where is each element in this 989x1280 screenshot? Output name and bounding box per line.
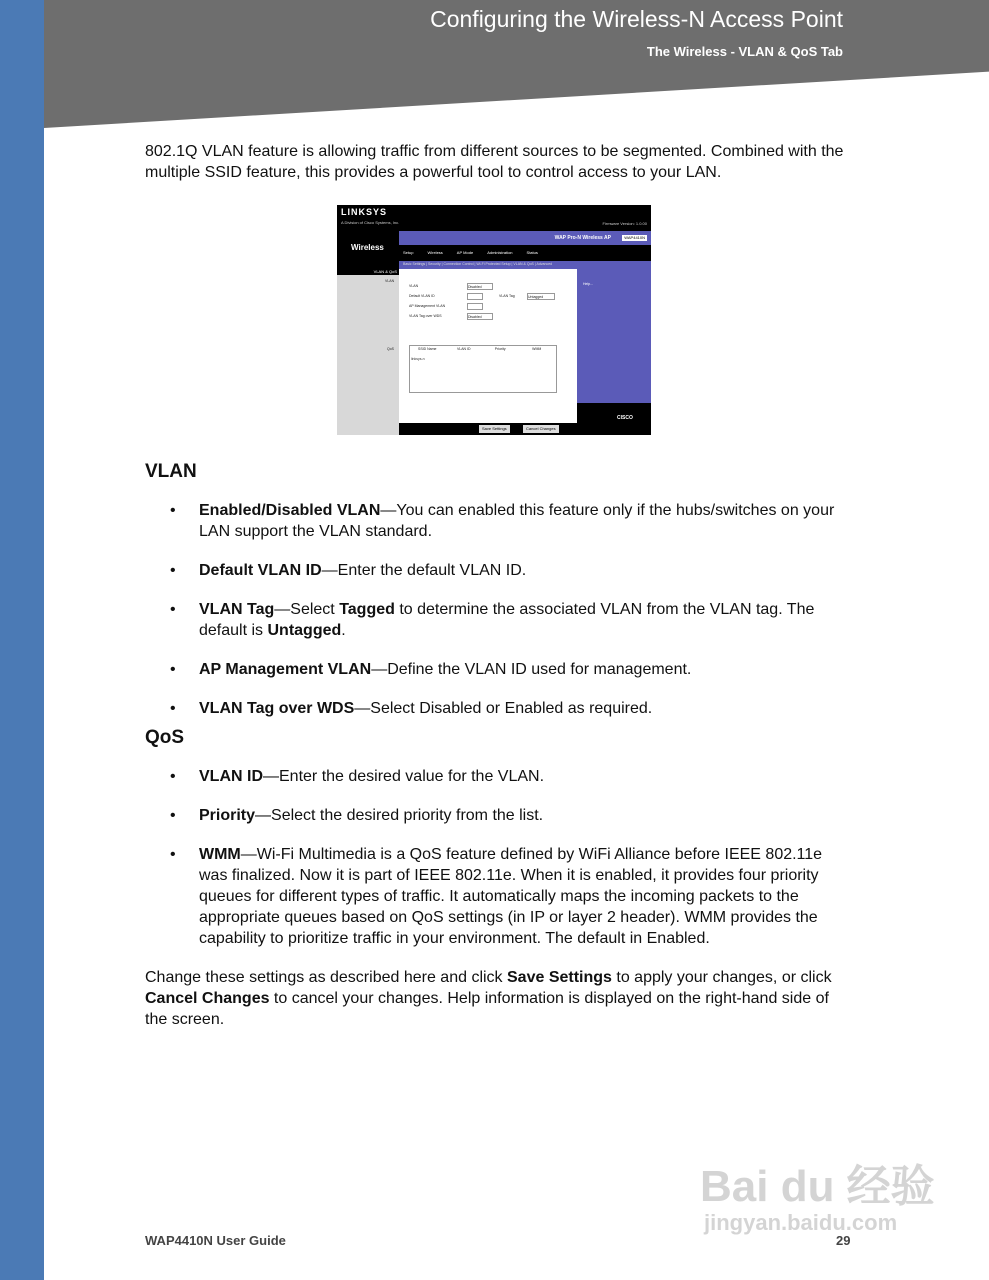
tab-setup: Setup	[403, 250, 414, 255]
vlan-list	[145, 500, 845, 719]
tab-status: Status	[526, 250, 538, 255]
closing-text: to apply your changes, or click	[611, 969, 832, 986]
shot-left-qos: QoS	[387, 347, 395, 351]
closing-text: to cancel your changes. Help information is displayed on the right-hand side of the screen.	[145, 990, 829, 1028]
shot-qos-header	[409, 346, 555, 352]
footer-guide-name: WAP4410N User Guide	[145, 1233, 286, 1248]
list-item	[145, 560, 845, 581]
page-content	[145, 141, 845, 1030]
qos-list	[145, 766, 845, 949]
baidu-watermark: Bai du 经验	[700, 1162, 935, 1211]
shot-help-link: Help...	[583, 282, 594, 286]
section-title: The Wireless - VLAN & QoS Tab	[646, 44, 843, 59]
shot-tabs	[403, 250, 651, 257]
shot-left-panel	[337, 269, 399, 435]
shot-wds-select: Disabled	[467, 313, 493, 320]
shot-vlan-tag-label: VLAN Tag	[499, 294, 515, 298]
linksys-logo: LINKSYS	[341, 207, 388, 217]
product-name: WAP Pro-N Wireless AP	[554, 235, 611, 241]
tab-ap-mode: AP Mode	[456, 250, 474, 255]
shot-field-vlan: VLAN	[409, 284, 419, 288]
desc: to determine the associated VLAN from the VLAN tag. The default is	[199, 601, 815, 639]
shot-qos-col-ssid: SSID Name	[418, 347, 437, 351]
desc: —Enter the default VLAN ID.	[321, 562, 527, 579]
list-item	[145, 659, 845, 680]
shot-vlan-fields	[409, 283, 445, 323]
closing-bold: Save Settings	[507, 969, 612, 986]
desc: —You can enabled this feature only if the hubs/switches on your LAN support the VLAN standard.	[199, 502, 835, 540]
term: VLAN Tag over WDS	[199, 700, 355, 717]
term: Default VLAN ID	[199, 562, 322, 579]
list-item	[145, 805, 845, 826]
shot-field-vlan-tag-wds: VLAN Tag over WDS	[409, 314, 442, 318]
desc: —Define the VLAN ID used for management.	[371, 661, 692, 678]
shot-qos-col-vlan-id: VLAN ID	[456, 347, 471, 351]
shot-vlan-tag-select: Untagged	[527, 293, 555, 300]
desc: —Wi-Fi Multimedia is a QoS feature defined by WiFi Alliance before IEEE 802.11e was finalized. Now it is part of IEEE 802.11e. When it is enabled, it provides four priority queues for different types of traffic. It automatically maps the incoming packets to the appropriate queues based on QoS settings (in IP or layer 2 header). WMM provides the capability to prioritize traffic in your environment. The default in Enabled.	[199, 846, 823, 947]
desc: .	[341, 622, 346, 639]
logo-subtitle: A Division of Cisco Systems, Inc.	[341, 220, 400, 225]
page-number: 29	[836, 1233, 851, 1248]
shot-ap-mgmt-box	[467, 303, 483, 310]
term: AP Management VLAN	[199, 661, 372, 678]
shot-save-button: Save Settings	[479, 425, 510, 433]
list-item	[145, 500, 845, 542]
baidu-watermark-url: jingyan.baidu.com	[704, 1210, 898, 1235]
shot-default-vlan-box	[467, 293, 483, 300]
term: WMM	[199, 846, 241, 863]
shot-nav-blue	[399, 231, 651, 245]
desc: —Select	[274, 601, 340, 618]
shot-qos-col-priority: Priority	[494, 347, 506, 351]
term: VLAN Tag	[199, 601, 275, 618]
desc: —Select Disabled or Enabled as required.	[354, 700, 653, 717]
closing-paragraph	[145, 967, 845, 1030]
term: Enabled/Disabled VLAN	[199, 502, 381, 519]
shot-cisco-block	[577, 403, 651, 435]
desc-bold: Tagged	[339, 601, 395, 618]
shot-qos-table	[409, 345, 557, 393]
shot-vlan-select: Disabled	[467, 283, 493, 290]
shot-field-ap-mgmt-vlan: AP Management VLAN	[409, 304, 446, 308]
left-color-bar	[0, 0, 44, 1280]
shot-qos-col-wmm: WMM	[532, 347, 542, 351]
desc: —Enter the desired value for the VLAN.	[263, 768, 545, 785]
shot-field-default-vlan-id: Default VLAN ID	[409, 294, 435, 298]
shot-cancel-button: Cancel Changes	[523, 425, 559, 433]
list-item	[145, 844, 845, 949]
desc: —Select the desired priority from the list.	[255, 807, 544, 824]
cisco-logo: CISCO	[617, 415, 633, 421]
shot-left-vlan: VLAN	[385, 279, 395, 283]
closing-text: Change these settings as described here and click	[145, 969, 507, 986]
shot-section-title: Wireless	[351, 243, 384, 252]
term: Priority	[199, 807, 256, 824]
list-item	[145, 766, 845, 787]
desc-bold: Untagged	[267, 622, 342, 639]
tab-wireless: Wireless	[427, 250, 443, 255]
list-item	[145, 599, 845, 641]
term: VLAN ID	[199, 768, 263, 785]
vlan-heading: VLAN	[145, 461, 197, 482]
shot-subtabs: Basic Settings | Security | Connection Control | Wi-Fi Protected Setup | VLAN & QoS | Advanced	[399, 261, 651, 269]
list-item	[145, 698, 845, 719]
model-badge: WAP4410N	[624, 235, 645, 240]
qos-heading: QoS	[145, 727, 185, 748]
shot-left-heading: VLAN & QoS	[337, 269, 399, 275]
closing-bold: Cancel Changes	[145, 990, 270, 1007]
chapter-title: Configuring the Wireless-N Access Point	[430, 6, 843, 32]
shot-qos-first-ssid: linksys-n	[411, 357, 425, 361]
vlan-qos-screenshot	[337, 205, 651, 435]
firmware-version: Firmware Version: 1.0.00	[602, 221, 647, 226]
tab-administration: Administration	[487, 250, 513, 255]
intro-paragraph: 802.1Q VLAN feature is allowing traffic from different sources to be segmented. Combined with the multiple SSID feature, this provides a powerful tool to control access to your LAN.	[145, 143, 844, 181]
